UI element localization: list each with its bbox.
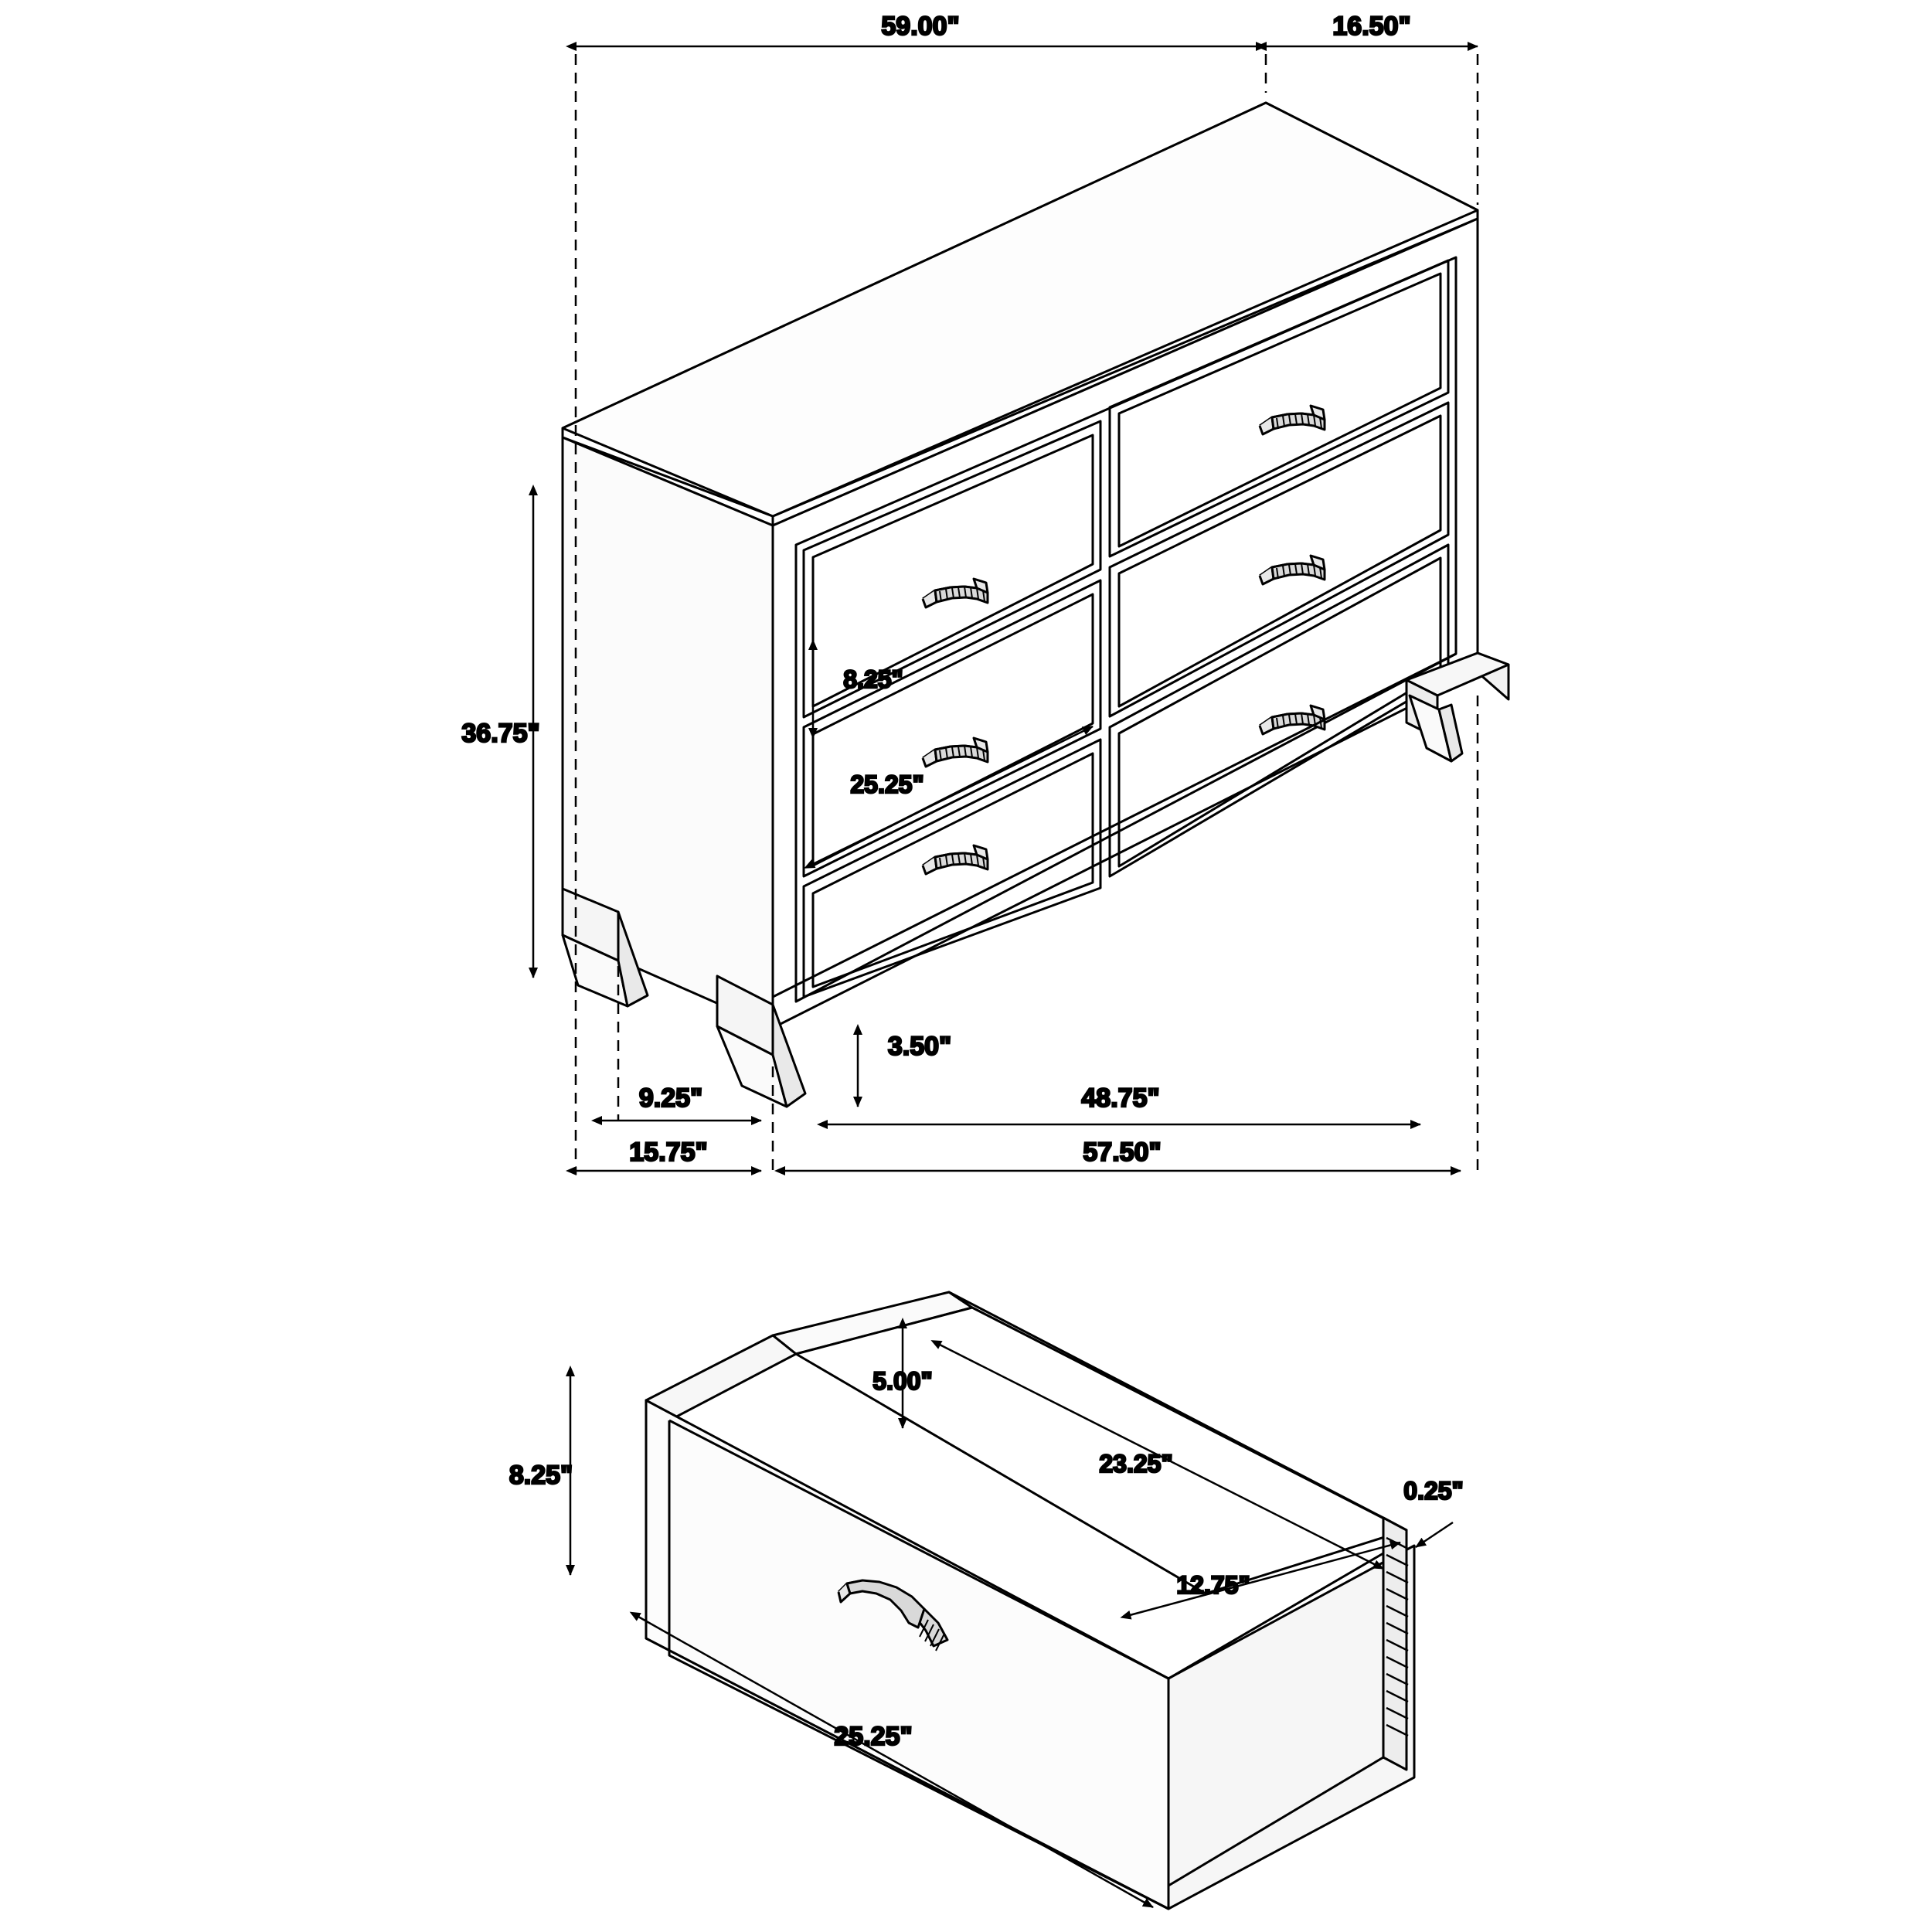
- dim-depth-top: 16.50": [1332, 12, 1411, 41]
- dim-drawer-interior-width: 12.75": [1176, 1571, 1250, 1599]
- dim-overall-width: 59.00": [881, 12, 960, 41]
- dim-drawer-interior-length: 23.25": [1099, 1450, 1173, 1478]
- dim-overall-height: 36.75": [461, 719, 540, 748]
- dim-drawer-side-thickness: 0.25": [1403, 1477, 1464, 1505]
- dim-drawer-interior-depth: 5.00": [872, 1367, 933, 1395]
- dim-leg-span-width: 48.75": [1081, 1083, 1160, 1113]
- drawer-box-drawing: [646, 1292, 1414, 1909]
- dresser-assembly-drawing: [563, 103, 1509, 1107]
- dim-drawer-overall-length: 25.25": [834, 1722, 913, 1751]
- dim-leg-height: 3.50": [887, 1032, 952, 1061]
- dim-base-depth: 15.75": [629, 1138, 708, 1167]
- dim-drawer-face-height: 8.25": [843, 665, 903, 693]
- dim-leg-inset-depth: 9.25": [638, 1083, 703, 1113]
- dim-drawer-box-height: 8.25": [509, 1461, 573, 1490]
- dim-case-width: 57.50": [1083, 1138, 1162, 1167]
- dim-drawer-face-width: 25.25": [850, 770, 924, 798]
